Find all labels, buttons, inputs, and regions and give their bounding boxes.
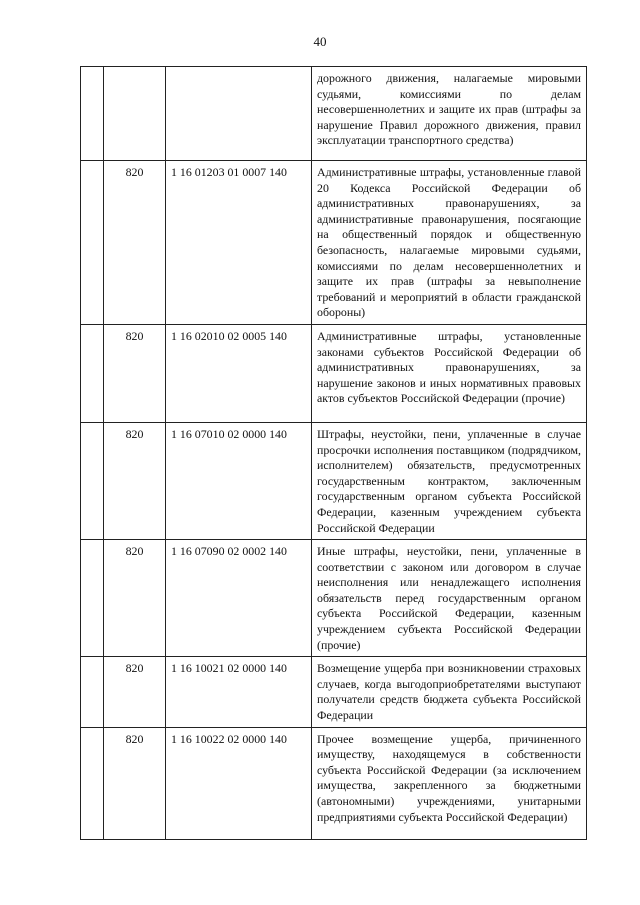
income-code-cell: 1 16 01203 01 0007 140 [166, 161, 312, 325]
table-row [81, 422, 587, 539]
description-cell: Административные штрафы, установленные законами субъектов Российской Федерации об административных правонарушениях, за нарушение законов и иных нормативных правовых актов субъектов Российской Федерации (прочие) [312, 324, 587, 422]
description-cell: Иные штрафы, неустойки, пени, уплаченные в соответствии с законом или договором в случае неисполнения или ненадлежащего исполнения обязательств перед государственным органом субъекта Российской Федерации, казенным учреждением субъекта Российской Федерации (прочие) [312, 540, 587, 657]
table-row [81, 540, 587, 657]
admin-code-cell [104, 67, 166, 161]
row-number-cell [81, 67, 104, 161]
admin-code-cell: 820 [104, 324, 166, 422]
table-row [81, 67, 587, 161]
table-row [81, 324, 587, 422]
budget-income-table [80, 66, 587, 840]
description-cell: Возмещение ущерба при возникновении страховых случаев, когда выгодоприобретателями выступают получатели средств бюджета субъекта Российской Федерации [312, 657, 587, 727]
row-number-cell [81, 422, 104, 539]
admin-code-cell: 820 [104, 540, 166, 657]
row-number-cell [81, 161, 104, 325]
row-number-cell [81, 727, 104, 839]
row-number-cell [81, 540, 104, 657]
admin-code-cell: 820 [104, 161, 166, 325]
income-code-cell: 1 16 07090 02 0002 140 [166, 540, 312, 657]
table-row [81, 161, 587, 325]
table-row [81, 727, 587, 839]
description-cell: Штрафы, неустойки, пени, уплаченные в случае просрочки исполнения поставщиком (подрядчиком, исполнителем) обязательств, предусмотренных государственным контрактом, заключенным государственным органом субъекта Российской Федерации, казенным учреждением субъекта Российской Федерации [312, 422, 587, 539]
description-cell: Прочее возмещение ущерба, причиненного имуществу, находящемуся в собственности субъекта Российской Федерации (за исключением имущества, закрепленного за бюджетными (автономными) учреждениями, унитарными предприятиями субъекта Российской Федерации) [312, 727, 587, 839]
income-code-cell: 1 16 10022 02 0000 140 [166, 727, 312, 839]
admin-code-cell: 820 [104, 657, 166, 727]
admin-code-cell: 820 [104, 727, 166, 839]
income-code-cell: 1 16 07010 02 0000 140 [166, 422, 312, 539]
row-number-cell [81, 657, 104, 727]
income-code-cell: 1 16 02010 02 0005 140 [166, 324, 312, 422]
description-cell: дорожного движения, налагаемые мировыми судьями, комиссиями по делам несовершеннолетних и защите их прав (штрафы за нарушение Правил дорожного движения, правил эксплуатации транспортного средства) [312, 67, 587, 161]
page-number: 40 [313, 34, 327, 49]
description-cell: Административные штрафы, установленные главой 20 Кодекса Российской Федерации об административных правонарушениях, за административные правонарушения, посягающие на общественный порядок и общественную безопасность, налагаемые мировыми судьями, комиссиями по делам несовершеннолетних и защите их прав (штрафы за невыполнение требований и мероприятий в области гражданской обороны) [312, 161, 587, 325]
admin-code-cell: 820 [104, 422, 166, 539]
income-code-cell [166, 67, 312, 161]
income-code-cell: 1 16 10021 02 0000 140 [166, 657, 312, 727]
table-row [81, 657, 587, 727]
row-number-cell [81, 324, 104, 422]
